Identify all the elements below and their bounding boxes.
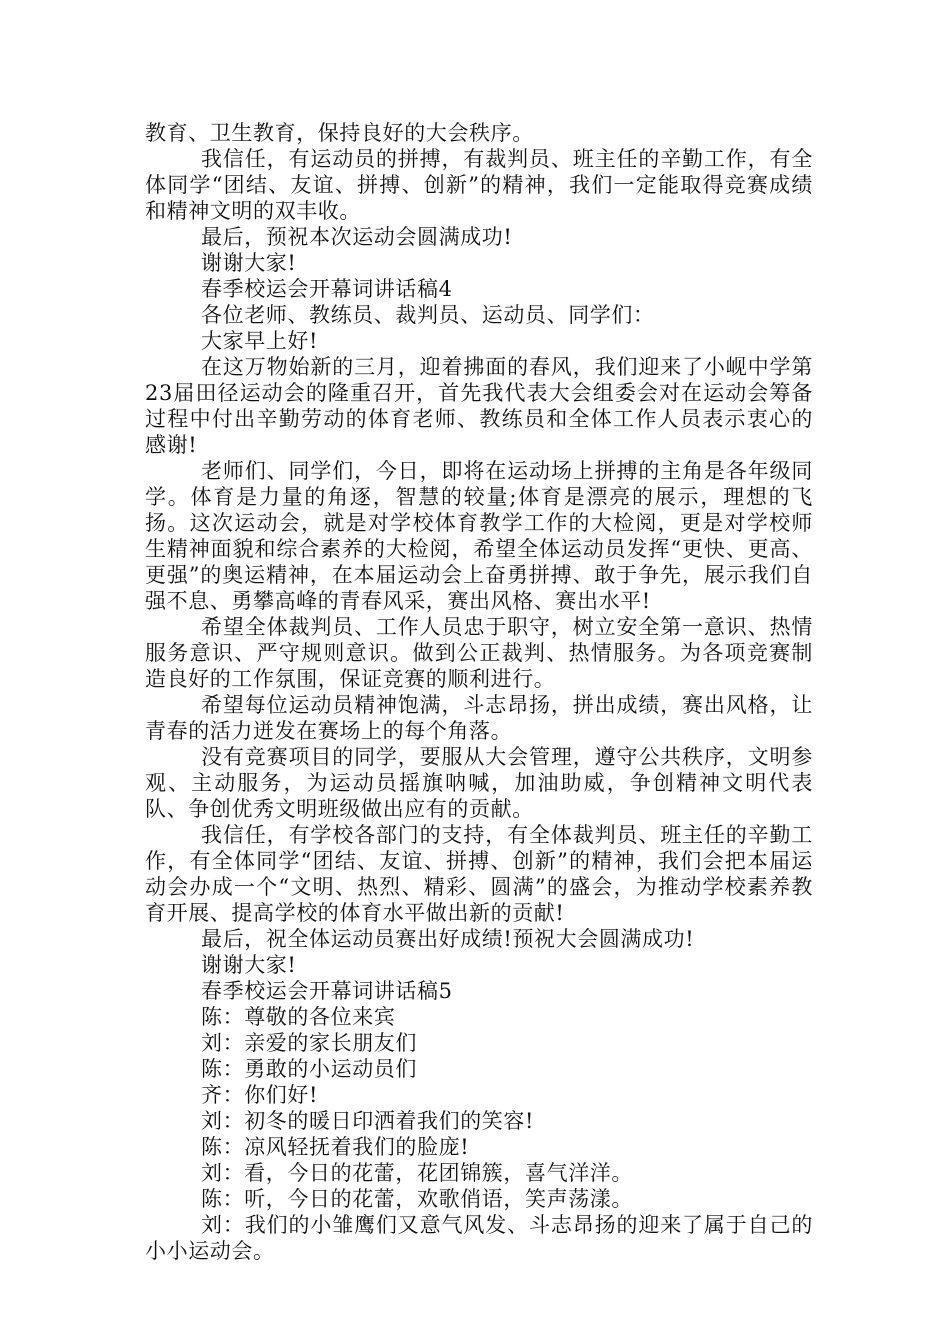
- section-title: 春季校运会开幕词讲话稿5: [201, 979, 453, 1003]
- paragraph: 各位老师、教练员、裁判员、运动员、同学们：: [201, 303, 655, 327]
- paragraph: 大家早上好!: [201, 329, 319, 353]
- paragraph: 谢谢大家!: [201, 953, 297, 977]
- paragraph: 我信任，有学校各部门的支持，有全体裁判员、班主任的辛勤工作，有全体同学“团结、友谊、拼搏、创新”的精神，我们会把本届运动会办成一个“文明、热烈、精彩、圆满”的盛会，为推动学校素养教育开展、提高学校的体育水平做出新的贡献!: [145, 823, 813, 925]
- paragraph: 最后，预祝本次运动会圆满成功!: [201, 225, 513, 249]
- paragraph: 谢谢大家!: [201, 251, 297, 275]
- dialogue-line: 齐：你们好!: [201, 1083, 319, 1107]
- dialogue-line: 陈：听，今日的花蕾，欢歌俏语，笑声荡漾。: [201, 1187, 633, 1211]
- paragraph: 老师们、同学们，今日，即将在运动场上拼搏的主角是各年级同学。体育是力量的角逐，智慧的较量;体育是漂亮的展示，理想的飞扬。这次运动会，就是对学校体育教学工作的大检阅，更是对学校师生精神面貌和综合素养的大检阅，希望全体运动员发挥“更快、更高、更强”的奥运精神，在本届运动会上奋勇拼搏、敢于争先，展示我们自强不息、勇攀高峰的青春风采，赛出风格、赛出水平!: [145, 459, 813, 613]
- dialogue-line: 陈：尊敬的各位来宾: [201, 1005, 396, 1029]
- paragraph: 教育、卫生教育，保持良好的大会秩序。: [145, 121, 534, 145]
- dialogue-line: 刘：看，今日的花蕾，花团锦簇，喜气洋洋。: [201, 1161, 633, 1185]
- dialogue-line: 刘：我们的小雏鹰们又意气风发、斗志昂扬的迎来了属于自己的小小运动会。: [145, 1213, 813, 1263]
- paragraph: 希望全体裁判员、工作人员忠于职守，树立安全第一意识、热情服务意识、严守规则意识。做到公正裁判、热情服务。为各项竞赛制造良好的工作氛围，保证竞赛的顺利进行。: [145, 615, 813, 691]
- paragraph: 我信任，有运动员的拼搏，有裁判员、班主任的辛勤工作，有全体同学“团结、友谊、拼搏、创新”的精神，我们一定能取得竞赛成绩和精神文明的双丰收。: [145, 147, 813, 223]
- section-title: 春季校运会开幕词讲话稿4: [201, 277, 453, 301]
- document-body: [145, 120, 813, 1264]
- paragraph: 最后，祝全体运动员赛出好成绩!预祝大会圆满成功!: [201, 927, 695, 951]
- dialogue-line: 刘：亲爱的家长朋友们: [201, 1031, 417, 1055]
- dialogue-line: 陈：凉风轻抚着我们的脸庞!: [201, 1135, 470, 1159]
- paragraph: 希望每位运动员精神饱满，斗志昂扬，拼出成绩，赛出风格，让青春的活力迸发在赛场上的每个角落。: [145, 693, 813, 743]
- paragraph: 在这万物始新的三月，迎着拂面的春风，我们迎来了小岘中学第23届田径运动会的隆重召开，首先我代表大会组委会对在运动会筹备过程中付出辛勤劳动的体育老师、教练员和全体工作人员表示衷心的感谢!: [145, 355, 813, 457]
- dialogue-line: 陈：勇敢的小运动员们: [201, 1057, 417, 1081]
- paragraph: 没有竞赛项目的同学，要服从大会管理，遵守公共秩序，文明参观、主动服务，为运动员摇旗呐喊，加油助威，争创精神文明代表队、争创优秀文明班级做出应有的贡献。: [145, 745, 813, 821]
- dialogue-line: 刘：初冬的暖日印洒着我们的笑容!: [201, 1109, 535, 1133]
